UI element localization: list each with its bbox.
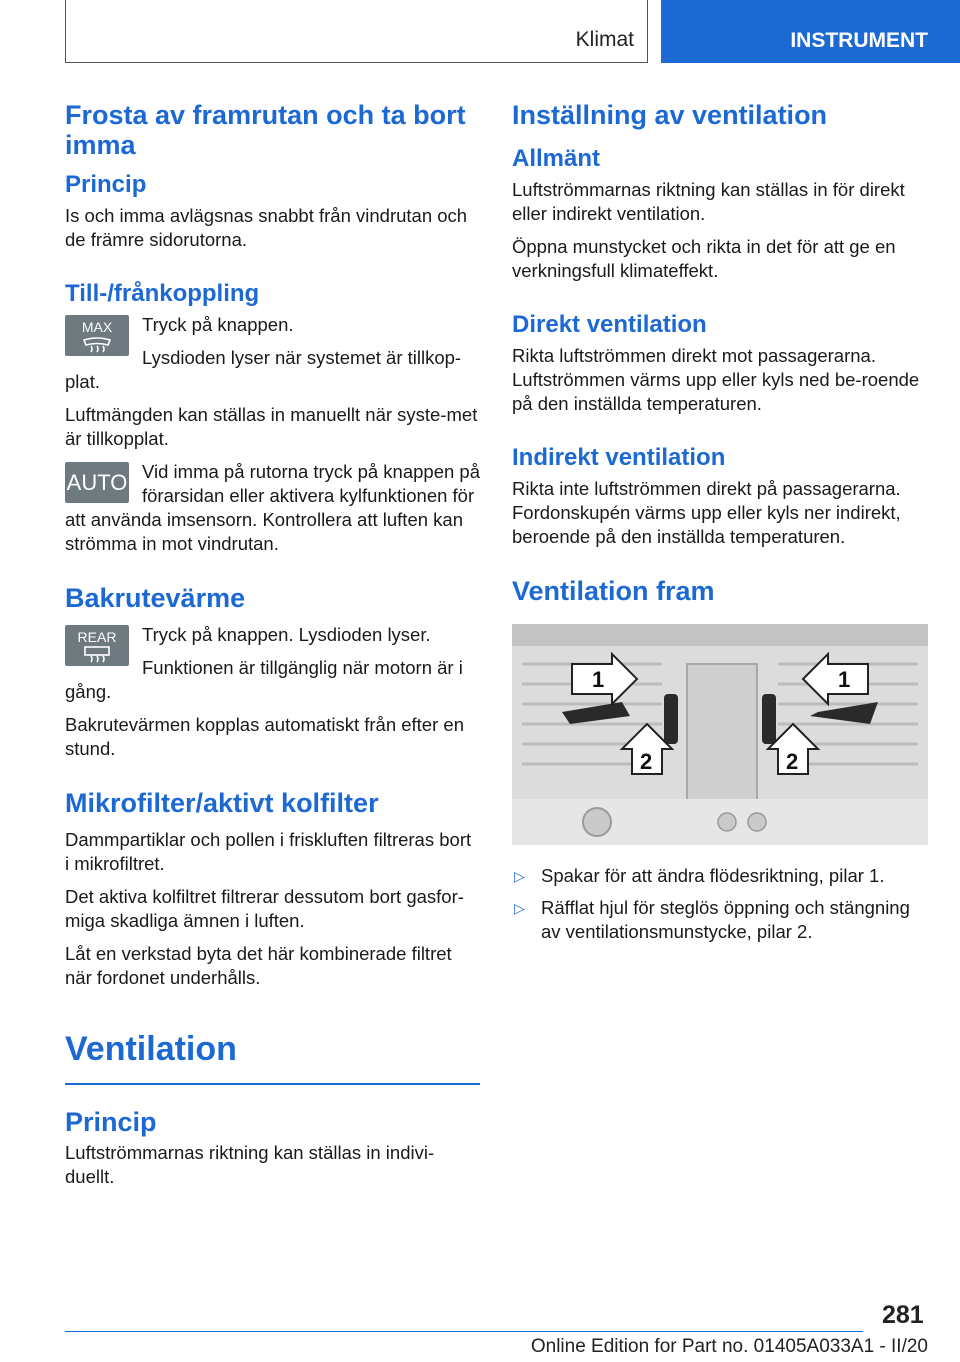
list-item: ▷ Räfflat hjul för steglös öppning och stängning av ventilationsmunstycke, pilar 2. xyxy=(514,897,910,942)
section-rule xyxy=(65,1083,480,1085)
rear-row xyxy=(65,623,480,713)
rear-text-1: Tryck på knappen. Lysdioden lyser. xyxy=(142,624,431,645)
header-frame xyxy=(65,0,648,63)
rear-text-2: Funktionen är tillgänglig när motorn är i gång. xyxy=(65,657,463,702)
front-heading: Ventilation fram xyxy=(512,576,715,606)
figure-label: 1 xyxy=(592,667,605,692)
triangle-bullet-icon: ▷ xyxy=(514,868,525,884)
vent-bullet-list xyxy=(512,864,928,944)
princip2-text: Luftströmmarnas riktning kan ställas in indivi-duellt. xyxy=(65,1142,435,1187)
general-heading: Allmänt xyxy=(512,145,601,172)
figure-label: 1 xyxy=(838,667,851,692)
direct-text: Rikta luftströmmen direkt mot passagerarna. Luftströmmen värms upp eller kyls ned be-roende på den inställda temperaturen. xyxy=(512,345,920,414)
windscreen-heat-icon xyxy=(82,336,112,354)
defrost-heading: Frosta av framrutan och ta bort imma xyxy=(65,100,466,160)
filter-text-1: Dammpartiklar och pollen i friskluften filtreras bort i mikrofiltret. xyxy=(65,829,472,874)
direct-heading: Direkt ventilation xyxy=(512,311,707,338)
filter-text-3: Låt en verkstad byta det här kombinerade filtret när fordonet underhålls. xyxy=(65,943,452,988)
rear-heading: Bakrutevärme xyxy=(65,583,246,613)
left-column xyxy=(65,100,480,1198)
rear-text-3: Bakrutevärmen kopplas automatiskt från efter en stund. xyxy=(65,714,464,759)
setting-heading: Inställning av ventilation xyxy=(512,100,828,130)
onoff-text-2: Lysdioden lyser när systemet är tillkop-plat. xyxy=(65,347,462,392)
filter-text-2: Det aktiva kolfiltret filtrerar dessutom bort gasfor-miga skadliga ämnen i luften. xyxy=(65,886,464,931)
ventilation-heading: Ventilation xyxy=(65,1030,237,1068)
princip2-heading: Princip xyxy=(65,1107,157,1137)
footer-edition: Online Edition for Part no. 01405A033A1 - II/20 xyxy=(530,1336,928,1357)
header-chapter-tab[interactable] xyxy=(661,0,960,63)
filter-heading: Mikrofilter/aktivt kolfilter xyxy=(65,788,379,818)
onoff-text-3: Luftmängden kan ställas in manuellt när syste-met är tillkopplat. xyxy=(65,404,478,449)
princip-text: Is och imma avlägsnas snabbt från vindrutan och de främre sidorutorna. xyxy=(65,205,468,250)
max-defrost-row xyxy=(65,313,480,403)
list-item: ▷ Spakar för att ändra flödesriktning, pilar 1. xyxy=(514,865,885,886)
onoff-text-4: Vid imma på rutorna tryck på knappen på förarsidan eller aktivera kylfunktionen för att använda imsensorn. Kontrollera att luften kan strömma in mot vindrutan. xyxy=(65,461,480,554)
indirect-text: Rikta inte luftströmmen direkt på passagerarna. Fordonskupén värms upp eller kyls ner indirekt, beroende på den inställda temperaturen. xyxy=(512,478,901,547)
onoff-text-1: Tryck på knappen. xyxy=(142,314,294,335)
front-vents-figure xyxy=(512,624,928,845)
chapter-label: INSTRUMENT xyxy=(790,29,928,52)
indirect-heading: Indirekt ventilation xyxy=(512,444,726,471)
rear-window-heat-icon xyxy=(82,646,112,664)
right-column xyxy=(512,100,928,952)
general-text-1: Luftströmmarnas riktning kan ställas in för direkt eller indirekt ventilation. xyxy=(512,179,905,224)
general-text-2: Öppna munstycket och rikta in det för att ge en verkningsfull klimateffekt. xyxy=(512,236,896,281)
max-defrost-icon: MAX xyxy=(65,315,129,356)
figure-label: 2 xyxy=(786,749,799,774)
page-number: 281 xyxy=(882,1301,924,1329)
auto-row xyxy=(65,460,480,565)
footer-rule xyxy=(65,1331,863,1332)
onoff-heading: Till-/frånkoppling xyxy=(65,280,260,307)
rear-defrost-icon: REAR xyxy=(65,625,129,666)
header-section-title: Klimat xyxy=(575,28,634,51)
princip-heading: Princip xyxy=(65,171,147,198)
auto-icon: AUTO xyxy=(65,462,129,503)
triangle-bullet-icon: ▷ xyxy=(514,900,525,916)
figure-label: 2 xyxy=(640,749,653,774)
